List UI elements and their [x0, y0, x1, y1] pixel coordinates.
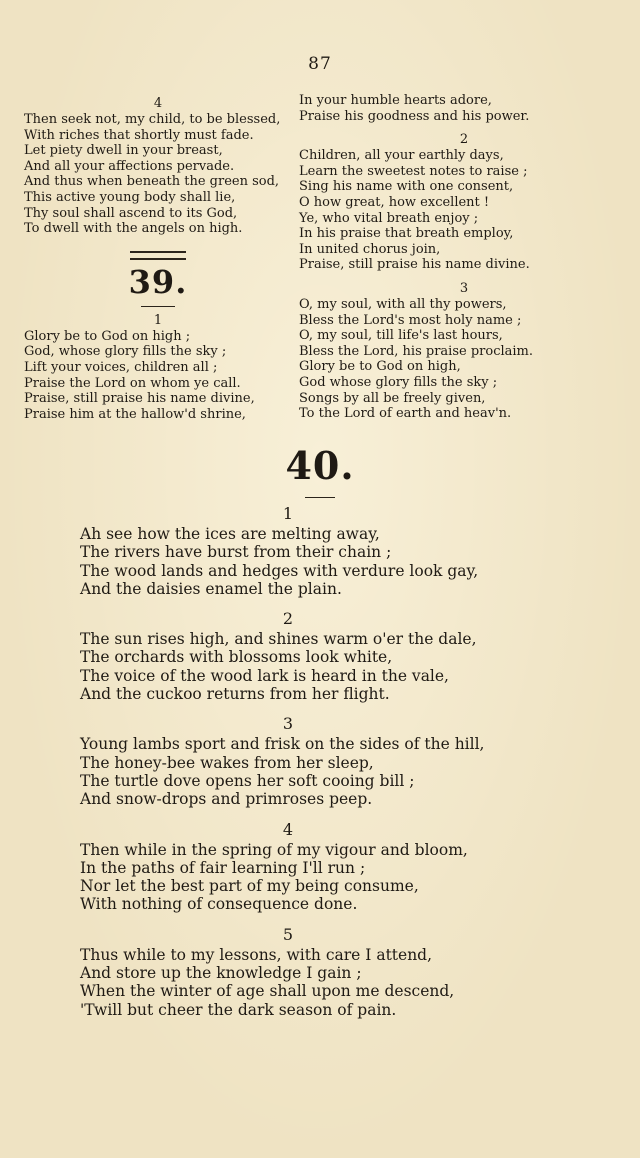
verse-line: And snow-drops and primroses peep. — [80, 790, 373, 809]
left-column — [24, 96, 292, 422]
verse-line: Praise, still praise his name divine, — [24, 391, 255, 407]
verse-line: Then while in the spring of my vigour and bloom, — [80, 840, 468, 859]
verse-line: Learn the sweetest notes to raise ; — [299, 163, 528, 179]
verse-line: To dwell with the angels on high. — [24, 221, 243, 237]
verse-line: Praise the Lord on whom ye call. — [24, 375, 241, 391]
hymn-39-stanza-3 — [299, 281, 629, 422]
verse-line: The wood lands and hedges with verdure look gay, — [80, 561, 479, 580]
stanza-number: 1 — [153, 312, 163, 328]
verse-line: Glory be to God on high ; — [24, 328, 191, 344]
verse-line: And the daisies enamel the plain. — [80, 579, 342, 598]
verse-line: The sun rises high, and shines warm o'er the dale, — [80, 630, 477, 649]
verse-line: Let piety dwell in your breast, — [24, 143, 223, 159]
verse-line: God, whose glory fills the sky ; — [24, 344, 227, 360]
verse-line: Children, all your earthly days, — [299, 148, 504, 164]
verse-line: Bless the Lord, his praise proclaim. — [299, 343, 534, 359]
verse-line: This active young body shall lie, — [24, 189, 236, 205]
hymn-number-39: 39. — [128, 262, 188, 301]
verse-line: The turtle dove opens her soft cooing bill ; — [80, 771, 415, 790]
verse-line: With riches that shortly must fade. — [24, 127, 254, 143]
verse-line: Bless the Lord's most holy name ; — [299, 312, 522, 328]
verse-line: God whose glory fills the sky ; — [299, 374, 498, 390]
stanza-number: 1 — [282, 504, 294, 523]
verse-line: Ye, who vital breath enjoy ; — [299, 210, 479, 226]
hymn-40-stanza-1 — [80, 504, 640, 598]
verse-line: O how great, how excellent ! — [299, 194, 490, 210]
stanza-number: 3 — [459, 280, 469, 296]
verse-line: The voice of the wood lark is heard in the vale, — [80, 666, 449, 685]
divider — [305, 497, 335, 498]
double-divider — [130, 251, 186, 260]
divider — [141, 306, 175, 307]
verse-line: In your humble hearts adore, — [299, 93, 492, 108]
verse-line: Thy soul shall ascend to its God, — [24, 205, 238, 221]
verse-line: Sing his name with one consent, — [299, 179, 514, 195]
stanza-number: 2 — [459, 132, 469, 148]
verse-line: 'Twill but cheer the dark season of pain. — [80, 1000, 397, 1019]
verse-line: With nothing of consequence done. — [80, 895, 358, 914]
stanza-number: 5 — [282, 924, 294, 944]
hymn-40-stanza-4 — [80, 820, 640, 914]
stanza-number: 4 — [153, 96, 163, 111]
verse-line: Praise him at the hallow'd shrine, — [24, 406, 246, 422]
verse-line: In the paths of fair learning I'll run ; — [80, 858, 366, 877]
verse-line: To the Lord of earth and heav'n. — [299, 406, 512, 422]
verse-line: And all your affections pervade. — [24, 158, 235, 174]
stanza-number: 4 — [282, 819, 294, 839]
hymn-number-40: 40. — [285, 443, 355, 488]
verse-line: The honey-bee wakes from her sleep, — [80, 753, 374, 772]
verse-line: Praise, still praise his name divine. — [299, 257, 530, 273]
verse-line: The orchards with blossoms look white, — [80, 648, 393, 667]
verse-line: Thus while to my lessons, with care I attend, — [80, 945, 433, 964]
hymn-39-stanza-2 — [299, 132, 629, 273]
verse-line: Lift your voices, children all ; — [24, 359, 218, 375]
verse-line: The rivers have burst from their chain ; — [80, 543, 392, 562]
verse-line: Glory be to God on high, — [299, 359, 461, 375]
verse-line: And the cuckoo returns from her flight. — [80, 685, 390, 704]
verse-line: And store up the knowledge I gain ; — [80, 964, 362, 983]
verse-line: When the winter of age shall upon me descend, — [80, 982, 455, 1001]
verse-line: In united chorus join, — [299, 241, 441, 257]
page-number: 87 — [308, 54, 332, 74]
stanza-number: 2 — [282, 609, 294, 629]
hymn-40 — [0, 445, 640, 1019]
right-column — [299, 93, 629, 422]
hymn-40-stanza-5 — [80, 925, 640, 1019]
verse-line: Praise his goodness and his power. — [299, 108, 530, 124]
verse-line: Then seek not, my child, to be blessed, — [24, 112, 281, 127]
hymn-39-continuation — [299, 93, 629, 124]
hymn-38-stanza-4 — [24, 96, 292, 237]
hymn-39-stanza-1 — [24, 313, 292, 423]
hymn-40-stanza-2 — [80, 609, 640, 703]
verse-line: Nor let the best part of my being consume, — [80, 877, 419, 896]
verse-line: Songs by all be freely given, — [299, 390, 486, 406]
verse-line: And thus when beneath the green sod, — [24, 174, 280, 190]
stanza-number: 3 — [282, 714, 294, 734]
verse-line: Ah see how the ices are melting away, — [80, 525, 380, 543]
verse-line: Young lambs sport and frisk on the sides of the hill, — [80, 735, 485, 754]
verse-line: O, my soul, till life's last hours, — [299, 328, 503, 344]
verse-line: O, my soul, with all thy powers, — [299, 296, 507, 312]
verse-line: In his praise that breath employ, — [299, 226, 514, 242]
hymn-40-stanza-3 — [80, 714, 640, 808]
